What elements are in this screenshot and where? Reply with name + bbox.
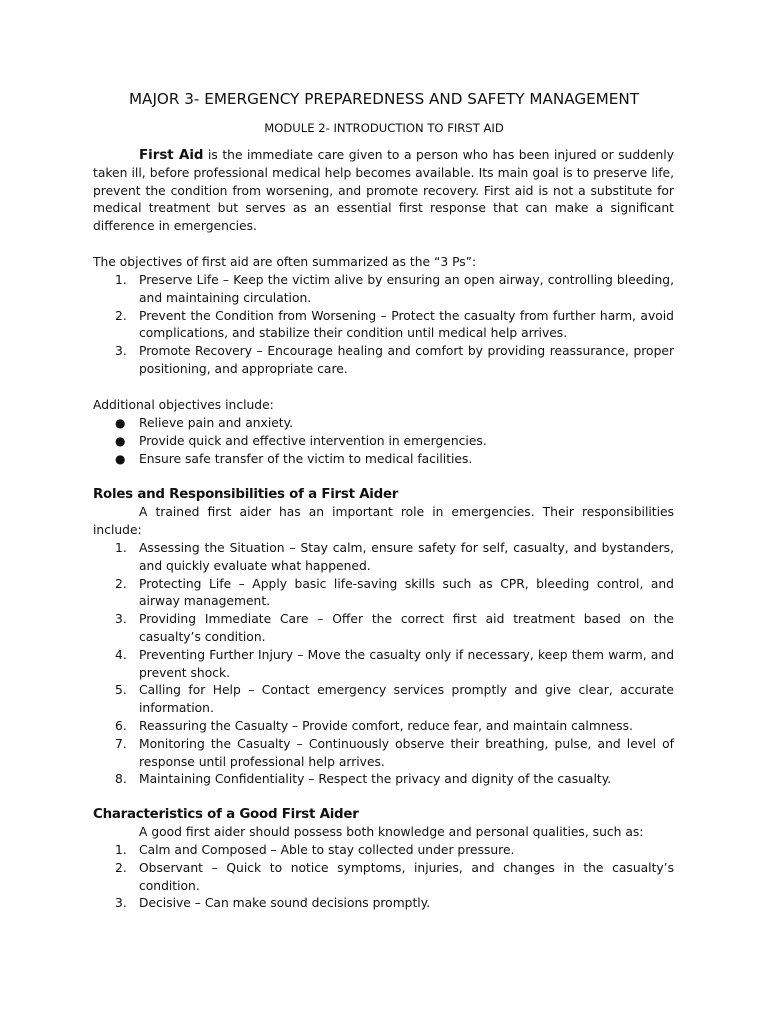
list-item-text: Provide quick and effective intervention in emergencies. [139,433,487,448]
list-item [93,895,674,913]
list-item-text: Observant – Quick to notice symptoms, injuries, and changes in the casualty’s condition. [139,860,674,893]
list-item-text: Maintaining Confidentiality – Respect the privacy and dignity of the casualty. [139,772,612,787]
list-item [93,343,674,379]
list-item [93,576,674,612]
intro-text: is the immediate care given to a person who has been injured or suddenly taken ill, before professional medical help becomes available. Its main goal is to preserve life, prevent the condition from worsening, and promote recovery. First aid is not a substitute for medical treatment but serves as an essential first response that can make a significant difference in emergencies. [93,148,674,234]
list-item-text: Monitoring the Casualty – Continuously observe their breathing, pulse, and level of response until professional help arrives. [139,736,674,769]
list-item-text: Preventing Further Injury – Move the casualty only if necessary, keep them warm, and prevent shock. [139,647,674,680]
module-title: MODULE 2- INTRODUCTION TO FIRST AID [264,121,504,135]
list-item-text: Ensure safe transfer of the victim to medical facilities. [139,451,473,466]
list-number: 6. [115,718,127,733]
roles-lead: A trained first aider has an important role in emergencies. Their responsibilities include: [93,505,674,537]
roles-heading: Roles and Responsibilities of a First Aider [93,487,399,502]
roles-list [93,540,674,789]
characteristics-heading: Characteristics of a Good First Aider [93,807,359,822]
list-item-text: Calm and Composed – Able to stay collected under pressure. [139,843,515,857]
objectives-list [93,272,674,379]
list-number: 8. [115,772,127,787]
list-number: 4. [115,647,127,662]
additional-lead: Additional objectives include: [93,398,274,412]
list-item [93,308,674,344]
objectives-lead: The objectives of first aid are often summarized as the “3 Ps”: [93,255,477,269]
list-number: 7. [115,736,127,751]
list-item [93,682,674,718]
list-number: 1. [115,273,127,287]
list-item [93,415,674,433]
list-number: 2. [115,860,127,875]
list-number: 1. [115,843,127,857]
list-item [93,647,674,683]
list-item [93,451,674,469]
list-item-text: Assessing the Situation – Stay calm, ensure safety for self, casualty, and bystanders, and quickly evaluate what happened. [139,541,674,573]
list-number: 1. [115,541,127,555]
list-item [93,611,674,647]
list-item-text: Reassuring the Casualty – Provide comfort, reduce fear, and maintain calmness. [139,718,633,733]
bullet-icon: ● [115,416,126,430]
list-number: 2. [115,308,127,323]
list-item [93,736,674,772]
list-item-text: Calling for Help – Contact emergency services promptly and give clear, accurate information. [139,683,674,716]
list-item-text: Decisive – Can make sound decisions promptly. [139,896,431,911]
list-item-text: Protecting Life – Apply basic life-saving skills such as CPR, bleeding control, and airway management. [139,576,674,609]
list-item [93,433,674,451]
document-title: MAJOR 3- EMERGENCY PREPAREDNESS AND SAFETY MANAGEMENT [128,90,640,108]
list-item-text: Relieve pain and anxiety. [139,416,294,430]
list-item [93,842,674,860]
list-item [93,771,674,789]
list-number: 3. [115,612,127,627]
list-item [93,860,674,896]
additional-list [93,415,674,468]
bullet-icon: ● [115,451,126,466]
list-number: 5. [115,683,127,698]
list-item-text: Providing Immediate Care – Offer the correct first aid treatment based on the casualty’s condition. [139,612,674,644]
characteristics-lead: A good first aider should possess both knowledge and personal qualities, such as: [139,825,644,839]
list-item [93,272,674,308]
intro-paragraph [93,147,674,236]
first-aid-term: First Aid [139,148,204,163]
bullet-icon: ● [115,433,126,448]
list-item-text: Prevent the Condition from Worsening – Protect the casualty from further harm, avoid complications, and stabilize their condition until medical help arrives. [139,308,674,341]
list-number: 3. [115,344,127,359]
list-item-text: Preserve Life – Keep the victim alive by ensuring an open airway, controlling bleeding, and maintaining circulation. [139,273,674,305]
list-number: 2. [115,576,127,591]
list-item [93,718,674,736]
list-item-text: Promote Recovery – Encourage healing and comfort by providing reassurance, proper positioning, and appropriate care. [139,344,674,376]
list-item [93,540,674,576]
list-number: 3. [115,896,127,911]
characteristics-list [93,842,674,913]
